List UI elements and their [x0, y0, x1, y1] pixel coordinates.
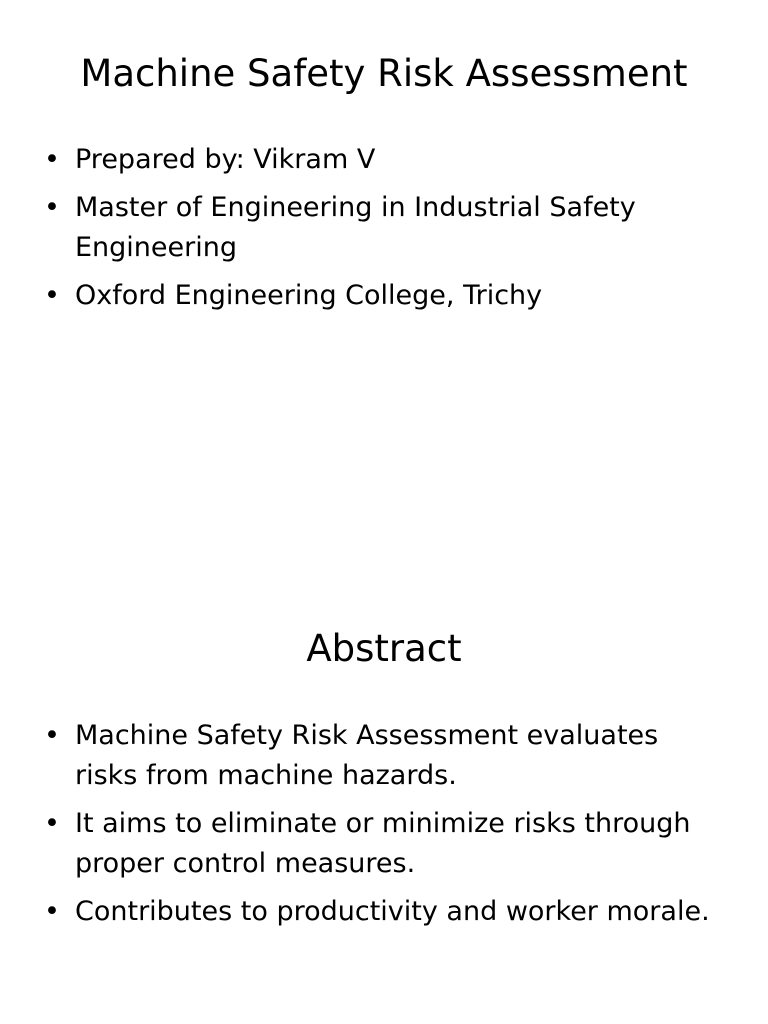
- bullet-text: Contributes to productivity and worker morale.: [75, 896, 710, 927]
- bullet-dot-icon: •: [44, 808, 60, 839]
- bullet-item: [44, 804, 724, 884]
- bullet-dot-icon: •: [44, 192, 60, 223]
- bullet-text: Oxford Engineering College, Trichy: [75, 280, 543, 311]
- bullet-dot-icon: •: [44, 280, 60, 311]
- bullet-text: It aims to eliminate or minimize risks through proper control measures.: [75, 808, 691, 879]
- bullet-item: [44, 276, 724, 316]
- bullet-text: Prepared by: Vikram V: [75, 144, 376, 175]
- bullet-item: [44, 716, 724, 796]
- bullet-item: [44, 188, 724, 268]
- bullet-text: Machine Safety Risk Assessment evaluates risks from machine hazards.: [75, 720, 659, 791]
- bullet-list: [44, 716, 724, 940]
- slide-title: Machine Safety Risk Assessment: [80, 52, 688, 95]
- bullet-dot-icon: •: [44, 144, 60, 175]
- bullet-dot-icon: •: [44, 720, 60, 751]
- bullet-item: [44, 892, 724, 932]
- bullet-item: [44, 140, 724, 180]
- slide-title: Abstract: [306, 627, 462, 670]
- bullet-dot-icon: •: [44, 896, 60, 927]
- bullet-text: Master of Engineering in Industrial Safety Engineering: [75, 192, 636, 263]
- bullet-list: [44, 140, 724, 324]
- slide-abstract: [0, 512, 768, 1024]
